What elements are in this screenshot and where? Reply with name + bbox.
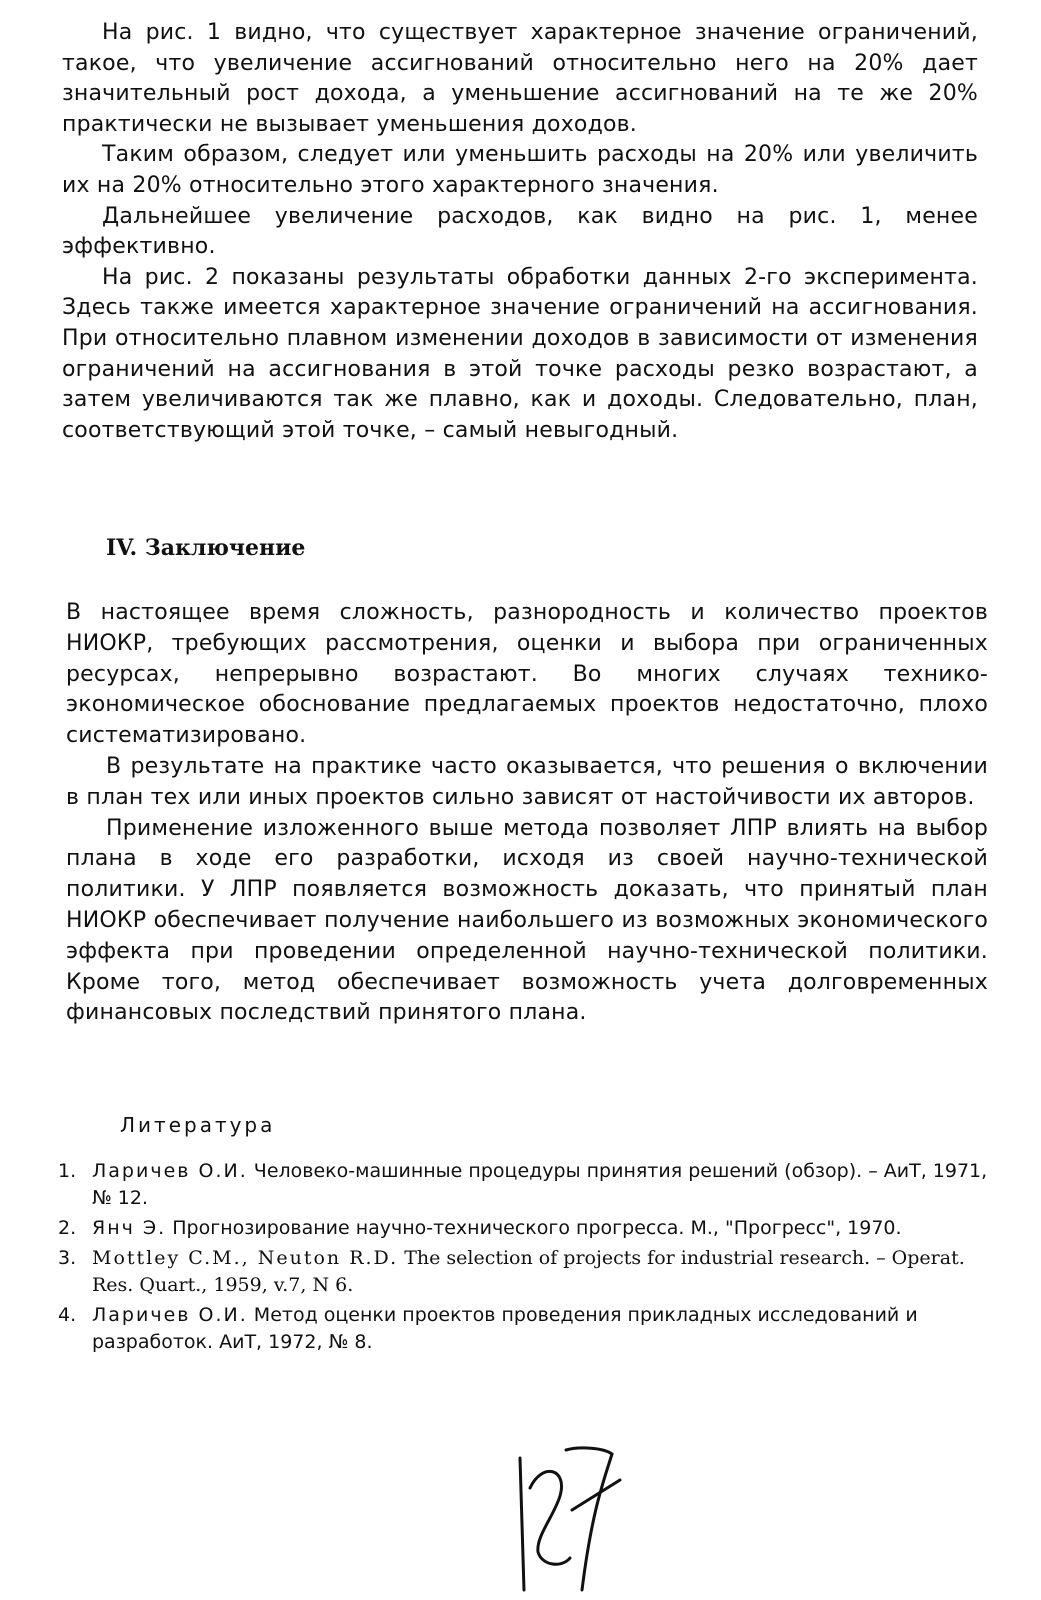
- paragraph: На рис. 1 видно, что существует характерное значение ограничений, такое, что увеличение ассигнований относительно него на 20% дает значительный рост дохода, а уменьшение ассигнований на те же 20% практически не вызывает уменьшения доходов.: [62, 20, 978, 137]
- reference-number: 3.: [58, 1247, 77, 1269]
- reference-number: 4.: [58, 1304, 77, 1326]
- reference-item: [58, 1215, 993, 1242]
- reference-text: [92, 1158, 993, 1212]
- reference-author: Ларичев О.И.: [92, 1160, 248, 1182]
- intro-text: [62, 18, 978, 446]
- reference-author: Ларичев О.И.: [92, 1304, 248, 1326]
- reference-author: Янч Э.: [92, 1217, 167, 1239]
- reference-item: [58, 1245, 993, 1299]
- paragraph: В настоящее время сложность, разнородность и количество проектов НИОКР, требующих рассмотрения, оценки и выбора при ограниченных ресурсах, непрерывно возрастают. Во многих случаях технико-экономическое обоснование предлагаемых проектов недостаточно, плохо систематизировано.: [66, 600, 988, 749]
- reference-item: [58, 1302, 993, 1356]
- reference-text: [92, 1245, 993, 1299]
- paragraph: Применение изложенного выше метода позволяет ЛПР влиять на выбор плана в ходе его разработки, исходя из своей научно-технической политики. У ЛПР появляется возможность доказать, что принятый план НИОКР обеспечивает получение наибольшего из возможных экономического эффекта при проведении определенной научно-технической политики. Кроме того, метод обеспечивает возможность учета долговременных финансовых последствий принятого плана.: [66, 815, 988, 1026]
- paragraph: На рис. 2 показаны результаты обработки данных 2-го эксперимента. Здесь также имеется характерное значение ограничений на ассигнования. При относительно плавном изменении доходов в зависимости от изменения ограничений на ассигнования в этой точке расходы резко возрастают, а затем увеличиваются так же плавно, как и доходы. Следовательно, план, соответствующий этой точке, – самый невыгодный.: [62, 264, 978, 443]
- reference-title: Прогнозирование научно-технического прогресса. М., "Прогресс", 1970.: [172, 1217, 902, 1239]
- reference-item: [58, 1158, 993, 1212]
- paragraph: В результате на практике часто оказывается, что решения о включении в план тех или иных проектов сильно зависят от настойчивости их авторов.: [66, 753, 988, 810]
- literature-heading: Литература: [120, 1113, 276, 1137]
- paragraph: Дальнейшее увеличение расходов, как видно на рис. 1, менее эффективно.: [62, 203, 978, 260]
- reference-title: Человеко-машинные процедуры принятия решений (обзор). – АиТ, 1971, № 12.: [92, 1160, 988, 1209]
- reference-text: [92, 1302, 993, 1356]
- reference-text: [92, 1215, 993, 1242]
- reference-number: 1.: [58, 1160, 77, 1182]
- reference-number: 2.: [58, 1217, 77, 1239]
- reference-title: Метод оценки проектов проведения прикладных исследований и разработок. АиТ, 1972, № 8.: [92, 1304, 918, 1353]
- reference-list: [58, 1158, 993, 1359]
- section-heading: IV. Заключение: [106, 535, 306, 561]
- reference-author: Mottley C.M., Neuton R.D.: [92, 1247, 399, 1269]
- reference-title: The selection of projects for industrial research. – Operat. Res. Quart., 1959, v.7, N 6.: [92, 1247, 965, 1296]
- handwritten-page-number: [508, 1440, 628, 1600]
- conclusion-text: [66, 598, 988, 1029]
- paragraph: Таким образом, следует или уменьшить расходы на 20% или увеличить их на 20% относительно этого характерного значения.: [62, 142, 978, 198]
